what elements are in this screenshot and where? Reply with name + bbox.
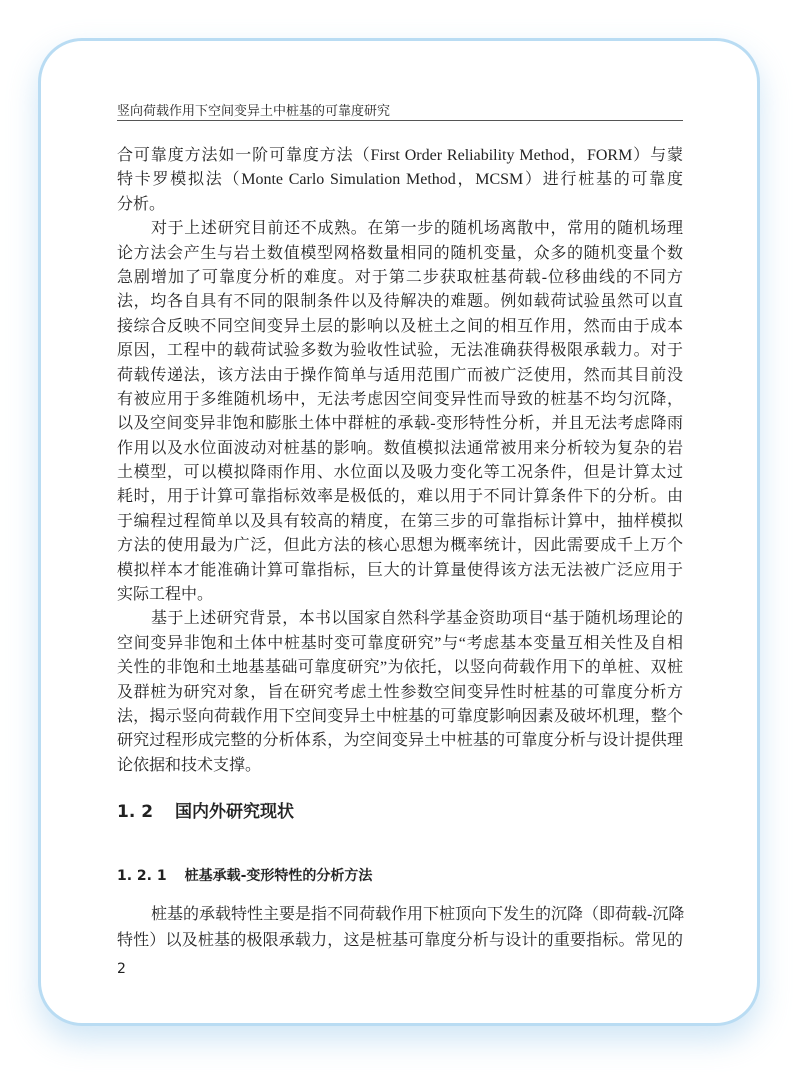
text-line: 以及空间变异非饱和膨胀土体中群桩的承载-变形特性分析，并且无法考虑降雨 — [117, 415, 683, 433]
running-head: 竖向荷载作用下空间变异土中桩基的可靠度研究 — [117, 104, 391, 119]
subsection-title: 桩基承载-变形特性的分析方法 — [184, 868, 373, 884]
text-line: 特卡罗模拟法（Monte Carlo Simulation Method，MCSM）进行桩基的可靠度 — [117, 171, 683, 189]
text-line: 关性的非饱和土地基基础可靠度研究”为依托，以竖向荷载作用下的单桩、双桩 — [117, 659, 683, 677]
paragraph — [117, 607, 683, 778]
text-line: 对于上述研究目前还不成熟。在第一步的随机场离散中，常用的随机场理 — [151, 220, 683, 238]
subsection-heading — [117, 866, 372, 886]
text-line: 论依据和技术支撑。 — [117, 756, 262, 774]
text-line: 实际工程中。 — [117, 586, 214, 604]
text-line: 土模型，可以模拟降雨作用、水位面以及吸力变化等工况条件，但是计算太过 — [117, 464, 683, 482]
text-line: 法，均各自具有不同的限制条件以及待解决的难题。例如载荷试验虽然可以直 — [117, 293, 683, 311]
paragraph — [117, 217, 683, 607]
text-line: 原因，工程中的载荷试验多数为验收性试验，无法准确获得极限承载力。对于 — [117, 342, 683, 360]
text-line: 研究过程形成完整的分析体系，为空间变异土中桩基的可靠度分析与设计提供理 — [117, 732, 683, 750]
text-line: 合可靠度方法如一阶可靠度方法（First Order Reliability Method，FORM）与蒙 — [117, 147, 683, 164]
text-line: 模拟样本才能准确计算可靠指标，巨大的计算量使得该方法无法被广泛应用于 — [117, 561, 683, 579]
text-line: 荷载传递法，该方法由于操作简单与适用范围广而被广泛使用，然而其目前没 — [117, 366, 683, 384]
text-line: 于编程过程简单以及具有较高的精度，在第三步的可靠指标计算中，抽样模拟 — [117, 512, 683, 530]
text-line: 方法的使用最为广泛，但此方法的核心思想为概率统计，因此需要成千上万个 — [117, 537, 683, 555]
text-line: 论方法会产生与岩土数值模型网格数量相同的随机变量，众多的随机变量个数 — [117, 244, 683, 262]
header-rule — [117, 120, 683, 121]
text-line: 法，揭示竖向荷载作用下空间变异土中桩基的可靠度影响因素及破坏机理，整个 — [117, 707, 683, 725]
text-line: 特性）以及桩基的极限承载力，这是桩基可靠度分析与设计的重要指标。常见的 — [117, 932, 683, 949]
text-line: 接综合反映不同空间变异土层的影响以及桩土之间的相互作用，然而由于成本 — [117, 317, 683, 335]
section-heading — [117, 800, 294, 824]
paragraph — [117, 144, 683, 217]
text-line: 耗时，用于计算可靠指标效率是极低的，难以用于不同计算条件下的分析。由 — [117, 488, 683, 506]
body-text — [117, 144, 683, 778]
text-line: 空间变异非饱和土体中桩基时变可靠度研究”与“考虑基本变量互相关性及自相 — [117, 634, 683, 652]
subsection-paragraph — [117, 902, 683, 954]
text-line: 有被应用于多维随机场中，无法考虑因空间变异性而导致的桩基不均匀沉降， — [117, 390, 683, 408]
text-line: 作用以及水位面波动对桩基的影响。数值模拟法通常被用来分析较为复杂的岩 — [117, 439, 683, 457]
text-line: 桩基的承载特性主要是指不同荷载作用下桩顶向下发生的沉降（即荷载-沉降 — [151, 906, 685, 923]
subsection-number: 1. 2. 1 — [117, 868, 167, 884]
page-number: 2 — [117, 961, 126, 977]
section-title: 国内外研究现状 — [175, 802, 295, 822]
text-line: 分析。 — [117, 195, 166, 213]
section-number: 1. 2 — [117, 802, 154, 822]
text-line: 及群桩为研究对象，旨在研究考虑土性参数空间变异性时桩基的可靠度分析方 — [117, 683, 683, 701]
text-line: 急剧增加了可靠度分析的难度。对于第二步获取桩基荷载-位移曲线的不同方 — [117, 268, 683, 286]
text-line: 基于上述研究背景，本书以国家自然科学基金资助项目“基于随机场理论的 — [151, 610, 683, 628]
